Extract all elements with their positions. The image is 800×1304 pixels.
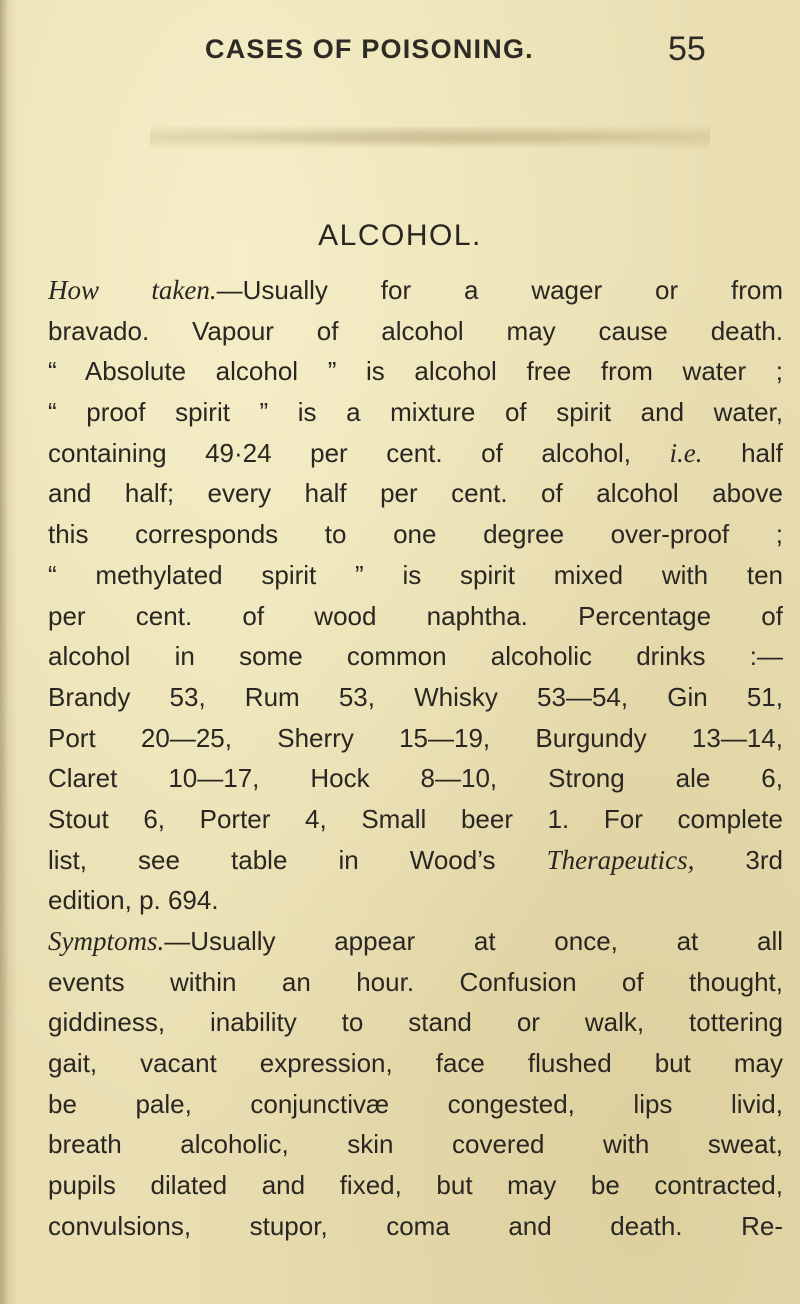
text-line: events within an hour. Confusion of thought, (48, 966, 783, 997)
line-text: containing 49·24 per cent. of alcohol, (48, 437, 670, 468)
line-text: 3rd (694, 844, 783, 875)
text-line: “ methylated spirit ” is spirit mixed with ten (48, 559, 783, 590)
text-line: giddiness, inability to stand or walk, tottering (48, 1007, 783, 1038)
text-line (48, 921, 783, 962)
run-in-heading: Symptoms. (48, 926, 165, 956)
text-line: this corresponds to one degree over-proof ; (48, 519, 783, 550)
text-line: be pale, conjunctivæ congested, lips livid, (48, 1088, 783, 1119)
text-line: convulsions, stupor, coma and death. Re- (48, 1210, 783, 1241)
line-text: half (702, 437, 783, 468)
text-line (48, 270, 783, 311)
running-title: CASES OF POISONING. (205, 34, 534, 64)
text-line: Brandy 53, Rum 53, Whisky 53—54, Gin 51, (48, 681, 783, 712)
line-text: —Usually appear at once, at all (164, 926, 783, 956)
line-text: list, see table in Wood’s (48, 844, 547, 875)
run-in-heading: How taken. (48, 275, 217, 305)
line-text: —Usually for a wager or from (216, 275, 783, 305)
text-line: bravado. Vapour of alcohol may cause death. (48, 315, 783, 346)
text-line: Claret 10—17, Hock 8—10, Strong ale 6, (48, 763, 783, 794)
text-line: Port 20—25, Sherry 15—19, Burgundy 13—14, (48, 722, 783, 753)
text-line: pupils dilated and fixed, but may be contracted, (48, 1170, 783, 1201)
bleed-through-ink (150, 122, 710, 152)
text-line: Stout 6, Porter 4, Small beer 1. For complete (48, 803, 783, 834)
book-title: Therapeutics, (546, 844, 695, 875)
running-head (205, 30, 725, 82)
text-line: breath alcoholic, skin covered with sweat, (48, 1129, 783, 1160)
text-line: and half; every half per cent. of alcohol above (48, 478, 783, 509)
text-body (48, 270, 783, 1247)
text-line: “ proof spirit ” is a mixture of spirit and water, (48, 397, 783, 428)
page-number: 55 (668, 30, 706, 68)
section-heading: ALCOHOL. (318, 219, 482, 252)
text-line: edition, p. 694. (48, 885, 219, 916)
text-line: gait, vacant expression, face flushed but may (48, 1048, 783, 1079)
page-edge-shadow (0, 0, 8, 1304)
text-line: per cent. of wood naphtha. Percentage of (48, 600, 783, 631)
text-line: “ Absolute alcohol ” is alcohol free from water ; (48, 356, 783, 387)
italic-term: i.e. (669, 437, 703, 468)
text-line: alcohol in some common alcoholic drinks :— (48, 641, 783, 672)
text-line (48, 840, 783, 881)
text-line (48, 433, 783, 474)
